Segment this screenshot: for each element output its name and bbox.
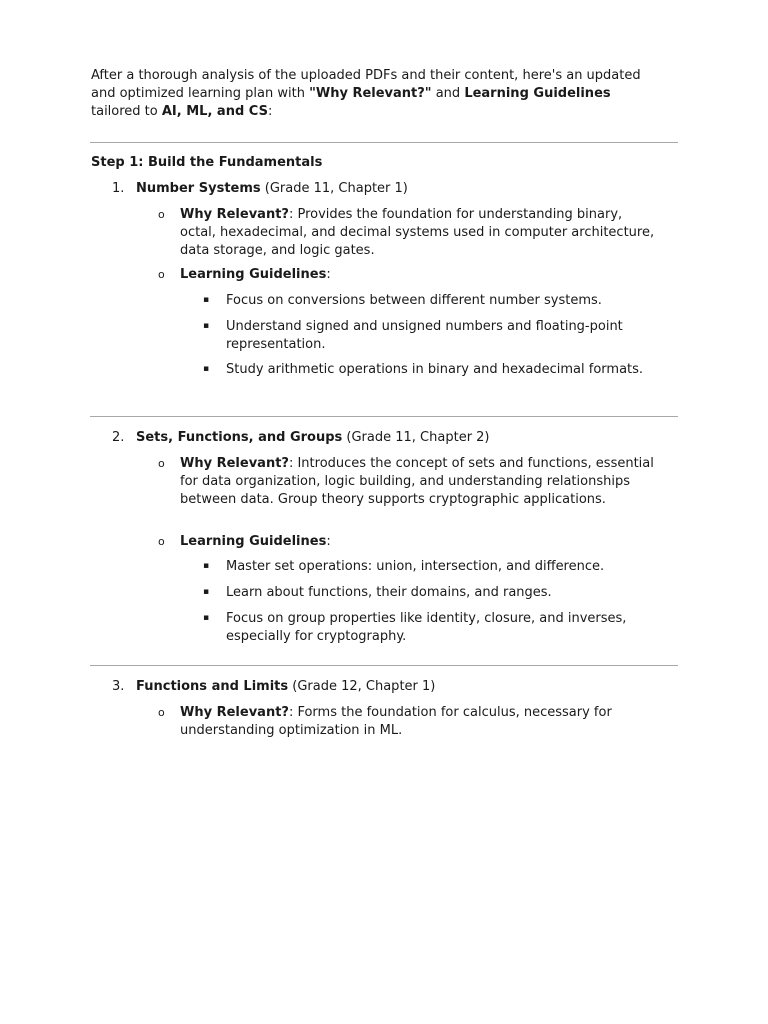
square-bullet-icon: ▪ — [203, 364, 210, 374]
item-title: Sets, Functions, and Groups — [136, 430, 343, 445]
intro-text: After a thorough analysis of the uploaded PDFs and their content, here's an updated and optimized learning plan with — [91, 68, 641, 101]
item-reference: (Grade 12, Chapter 1) — [288, 679, 436, 694]
learning-guidelines-entry: o Learning Guidelines: — [158, 534, 331, 549]
intro-paragraph — [91, 67, 651, 121]
guideline-item — [203, 584, 663, 602]
why-relevant-body: Provides the foundation for understanding binary, octal, hexadecimal, and decimal systems used in computer architecture, data storage, and logic gates. — [180, 207, 655, 258]
circle-bullet-icon: o — [158, 457, 165, 470]
why-relevant-label: Why Relevant? — [180, 456, 289, 471]
square-bullet-icon: ▪ — [203, 561, 210, 571]
item-number: 3. — [112, 679, 125, 694]
square-bullet-icon: ▪ — [203, 587, 210, 597]
guideline-text: Focus on conversions between different number systems. — [226, 293, 602, 308]
horizontal-divider — [90, 416, 678, 417]
intro-audience: AI, ML, and CS — [161, 104, 268, 119]
circle-bullet-icon: o — [158, 268, 165, 281]
item-reference: (Grade 11, Chapter 1) — [260, 181, 408, 196]
intro-text: and — [431, 86, 465, 101]
why-relevant-entry — [158, 206, 658, 260]
item-number: 2. — [112, 430, 125, 445]
why-relevant-body: Introduces the concept of sets and functions, essential for data organization, logic building, and understanding relationships between data. Group theory supports cryptographic applications. — [180, 456, 654, 507]
circle-bullet-icon: o — [158, 208, 165, 221]
why-relevant-body: Forms the foundation for calculus, necessary for understanding optimization in ML. — [180, 705, 612, 738]
intro-text: tailored to — [91, 104, 162, 119]
horizontal-divider — [90, 142, 678, 143]
why-relevant-label: Why Relevant? — [180, 207, 289, 222]
guideline-text: Understand signed and unsigned numbers and floating-point representation. — [226, 319, 623, 352]
circle-bullet-icon: o — [158, 535, 165, 548]
learning-guidelines-label: Learning Guidelines — [180, 267, 327, 282]
guideline-item — [203, 361, 663, 397]
square-bullet-icon: ▪ — [203, 613, 210, 623]
why-relevant-entry — [158, 704, 658, 740]
item-title: Functions and Limits — [136, 679, 289, 694]
item-number: 1. — [112, 181, 125, 196]
item-title: Number Systems — [136, 181, 261, 196]
item-reference: (Grade 11, Chapter 2) — [342, 430, 490, 445]
learning-guidelines-entry: o Learning Guidelines: — [158, 267, 331, 282]
list-item-heading — [112, 678, 435, 696]
intro-learning-guidelines: Learning Guidelines — [464, 86, 611, 101]
square-bullet-icon: ▪ — [203, 295, 210, 305]
square-bullet-icon: ▪ — [203, 321, 210, 331]
guideline-item — [203, 558, 663, 576]
guideline-text: Master set operations: union, intersection, and difference. — [226, 559, 605, 574]
step-heading: Step 1: Build the Fundamentals — [91, 155, 323, 170]
intro-why-relevant: "Why Relevant?" — [309, 86, 432, 101]
guideline-text: Learn about functions, their domains, and ranges. — [226, 585, 552, 600]
why-relevant-entry — [158, 455, 658, 527]
circle-bullet-icon: o — [158, 706, 165, 719]
guideline-text: Focus on group properties like identity, closure, and inverses, especially for cryptography. — [226, 611, 627, 644]
horizontal-divider — [90, 665, 678, 666]
guideline-item — [203, 292, 663, 310]
list-item-heading — [112, 180, 408, 198]
guideline-item — [203, 610, 663, 646]
learning-guidelines-label: Learning Guidelines — [180, 534, 327, 549]
guideline-item — [203, 318, 663, 354]
intro-text: : — [267, 104, 273, 119]
list-item-heading — [112, 429, 490, 447]
why-relevant-text: Why Relevant?: Introduces the concept of sets and functions, essential for data organization, logic building, and understanding relationships between data. Group theory supports cryptographic applications. — [180, 456, 654, 507]
why-relevant-label: Why Relevant? — [180, 705, 289, 720]
guideline-text: Study arithmetic operations in binary and hexadecimal formats. — [226, 362, 644, 377]
why-relevant-text: Why Relevant?: Forms the foundation for calculus, necessary for understanding optimization in ML. — [180, 705, 612, 738]
why-relevant-text: Why Relevant?: Provides the foundation for understanding binary, octal, hexadecimal, and decimal systems used in computer architecture, data storage, and logic gates. — [180, 207, 655, 258]
